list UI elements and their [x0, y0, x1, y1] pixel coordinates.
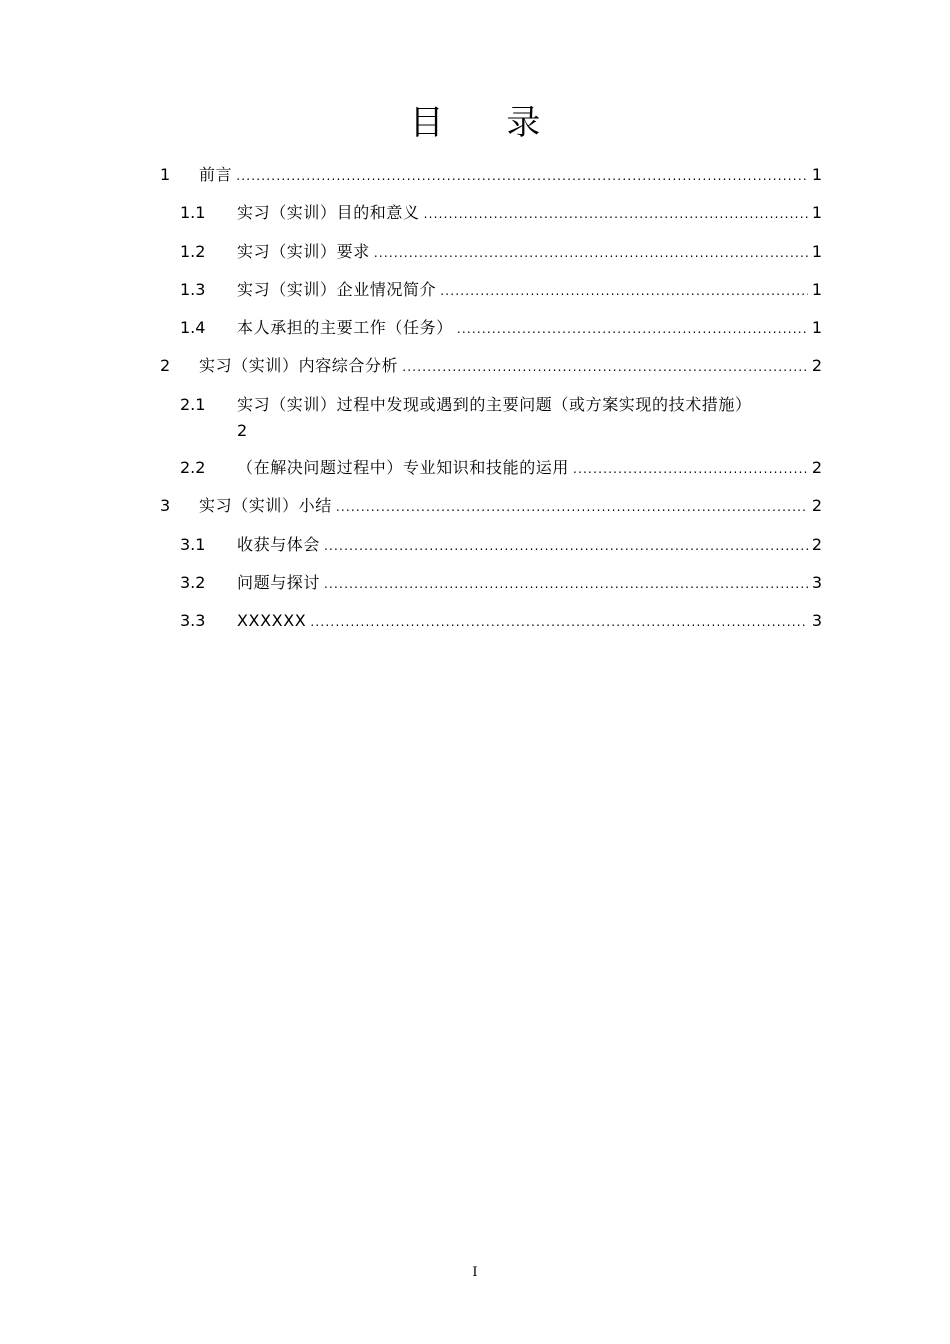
toc-entry-page: 2 — [811, 496, 822, 516]
toc-entry-1-1[interactable] — [160, 200, 822, 227]
toc-entry-label: 前言 — [199, 165, 233, 184]
toc-entry-page: 1 — [811, 203, 822, 223]
toc-entry-label: 实习（实训）目的和意义 — [237, 203, 420, 223]
toc-entry-page: 1 — [811, 241, 822, 261]
dot-leader — [310, 609, 807, 635]
toc-entry-page: 2 — [237, 420, 248, 440]
dot-leader — [236, 163, 808, 189]
dot-leader — [457, 316, 808, 342]
toc-entry-number: 3 — [160, 496, 171, 516]
toc-entry-label: 收获与体会 — [237, 534, 321, 554]
toc-entry-label: 实习（实训）内容综合分析 — [199, 356, 399, 376]
dot-leader — [336, 494, 808, 520]
toc-entry-page: 1 — [811, 318, 822, 338]
toc-entry-number: 1 — [160, 165, 171, 184]
dot-leader — [324, 533, 808, 559]
table-of-contents — [160, 162, 822, 647]
toc-entry-page: 2 — [811, 534, 822, 554]
toc-entry-page: 2 — [811, 356, 822, 376]
toc-entry-1-4[interactable] — [160, 315, 822, 342]
toc-entry-label: 实习（实训）过程中发现或遇到的主要问题（或方案实现的技术措施） — [237, 394, 752, 414]
toc-entry-label: 实习（实训）要求 — [237, 241, 370, 261]
toc-entry-number: 3.1 — [180, 534, 206, 554]
toc-entry-number: 2.1 — [180, 394, 206, 414]
toc-entry-label: 本人承担的主要工作（任务） — [237, 318, 453, 338]
page-number-footer: I — [472, 1265, 478, 1280]
toc-entry-3-1[interactable] — [160, 532, 822, 559]
toc-entry-number: 1.4 — [180, 318, 206, 338]
dot-leader — [573, 456, 808, 482]
toc-entry-number: 1.3 — [180, 279, 206, 299]
toc-entry-number: 3.3 — [180, 611, 206, 631]
toc-entry-page: 3 — [811, 611, 822, 631]
toc-entry-number: 1.2 — [180, 241, 206, 261]
dot-leader — [324, 571, 808, 597]
toc-entry-page: 1 — [811, 279, 822, 299]
toc-entry-3[interactable] — [160, 493, 822, 520]
toc-entry-number: 2 — [160, 356, 171, 376]
page-title: 目 录 — [409, 103, 567, 143]
toc-entry-number: 3.2 — [180, 572, 206, 592]
toc-entry-number: 2.2 — [180, 458, 206, 478]
toc-entry-3-2[interactable] — [160, 570, 822, 597]
toc-entry-page: 3 — [811, 572, 822, 592]
dot-leader — [424, 201, 808, 227]
toc-entry-3-3[interactable] — [160, 608, 822, 635]
toc-entry-label: 问题与探讨 — [237, 572, 321, 592]
toc-entry-1-3[interactable] — [160, 277, 822, 304]
dot-leader — [440, 278, 808, 304]
toc-entry-page: 2 — [811, 458, 822, 478]
dot-leader — [374, 240, 808, 266]
toc-entry-2[interactable] — [160, 353, 822, 380]
toc-entry-number: 1.1 — [180, 203, 206, 223]
toc-entry-1[interactable] — [160, 162, 822, 189]
dot-leader — [402, 354, 808, 380]
toc-entry-label: XXXXXX — [237, 611, 307, 631]
toc-entry-page: 1 — [811, 165, 822, 184]
toc-entry-label: 实习（实训）企业情况简介 — [237, 279, 437, 299]
toc-entry-2-2[interactable] — [160, 455, 822, 482]
toc-entry-label: （在解决问题过程中）专业知识和技能的运用 — [237, 458, 570, 478]
toc-entry-1-2[interactable] — [160, 239, 822, 266]
toc-entry-2-1[interactable] — [160, 392, 822, 444]
toc-entry-label: 实习（实训）小结 — [199, 496, 332, 516]
